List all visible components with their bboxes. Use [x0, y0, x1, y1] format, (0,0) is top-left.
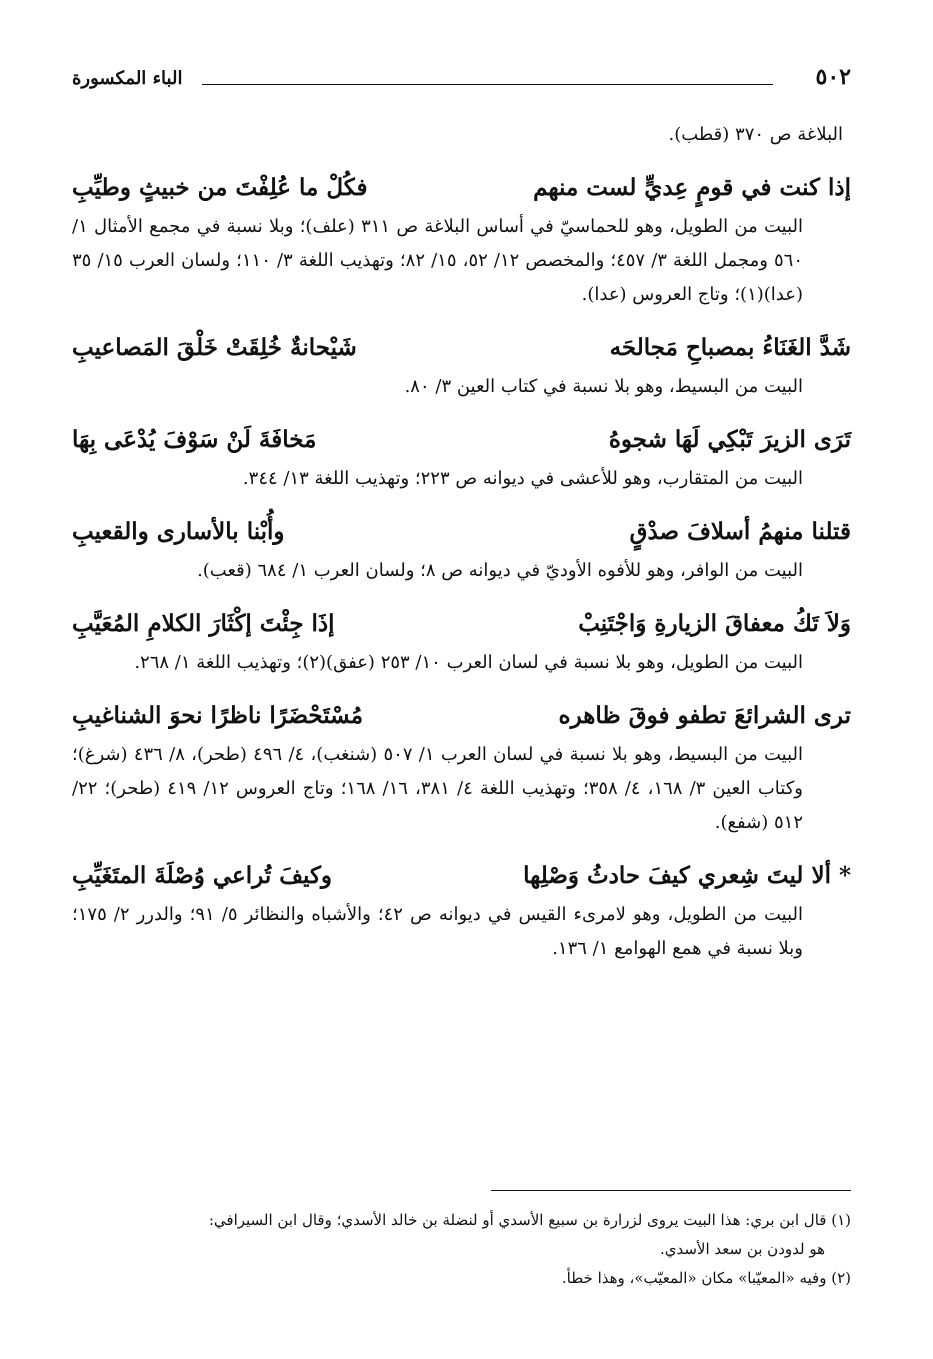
verse-line: [72, 604, 851, 644]
verse-commentary: البيت من البسيط، وهو بلا نسبة في لسان العرب ١/ ٥٠٧ (شنغب)، ٤/ ٤٩٦ (طحر)، ٨/ ٤٣٦ (شرغ)؛ وكتاب العين ٣/ ١٦٨، ٤/ ٣٥٨؛ وتهذيب اللغة ٤/ ٣٨١، ١٦/ ١٦٨؛ وتاج العروس ١٢/ ٤١٩ (طحر)؛ ٢٢/ ٥١٢ (شفع).: [72, 744, 804, 833]
footnote-2: (٢) وفيه «المعيّبا» مكان «المعيّب»، وهذا خطأ.: [561, 1269, 851, 1287]
verse-entry: [72, 512, 851, 588]
verse-first-hemistich: وَلاَ تَكُ معفاقَ الزيارةِ وَاجْتَنِبْ: [578, 610, 851, 637]
verse-second-hemistich: مَخافَةَ لَنْ سَوْفَ يُدْعَى بِهَا: [72, 426, 317, 453]
verse-line: [72, 512, 851, 552]
verse-commentary: البيت من الطويل، وهو بلا نسبة في لسان العرب ١٠/ ٢٥٣ (عفق)(٢)؛ وتهذيب اللغة ١/ ٢٦٨.: [134, 652, 803, 673]
verse-entry: [72, 420, 851, 496]
verse-commentary: البيت من المتقارب، وهو للأعشى في ديوانه ص ٢٢٣؛ وتهذيب اللغة ١٣/ ٣٤٤.: [242, 468, 803, 489]
verse-line: [72, 420, 851, 460]
verse-second-hemistich: إذَا جِئْتَ إكْثَارَ الكلامِ المُعَيَّبِ: [72, 610, 335, 637]
verse-commentary: البيت من الطويل، وهو لامرىء القيس في ديوانه ص ٤٢؛ والأشباه والنظائر ٥/ ٩١؛ والدرر ٢/ ١٧٥؛ وبلا نسبة في همع الهوامع ١/ ١٣٦.: [72, 904, 803, 959]
footnote-1-continuation: هو لدودن بن سعد الأسدي.: [659, 1240, 825, 1258]
verse-entry: [72, 604, 851, 680]
verse-first-hemistich: شَدَّ الغَنَاءُ بمصباحِ مَجالحَه: [609, 334, 851, 361]
footnotes: [72, 1206, 851, 1293]
verse-second-hemistich: وأُبْنا بالأسارى والقعيبِ: [72, 518, 285, 545]
verse-second-hemistich: وكيفَ تُراعي وُصْلَةَ المتَغَيِّبِ: [72, 862, 333, 889]
verse-first-hemistich: تَرَى الزيرَ تَبْكِي لَهَا شجوهُ: [608, 426, 851, 453]
verse-second-hemistich: فكُلْ ما عُلِفْتَ من خبيثٍ وطيِّبِ: [72, 174, 368, 201]
footnote-separator: [491, 1190, 851, 1191]
intro-line: البلاغة ص ٣٧٠ (قطب).: [668, 124, 843, 145]
running-header: [72, 60, 851, 100]
verse-line: [72, 168, 851, 208]
verse-first-hemistich: قتلنا منهمُ أسلافَ صدْقٍ: [629, 518, 851, 545]
verse-entry: [72, 696, 851, 840]
verse-entry: [72, 856, 851, 966]
verse-entry: [72, 328, 851, 404]
verse-commentary: البيت من الوافر، وهو للأفوه الأوديّ في ديوانه ص ٨؛ ولسان العرب ١/ ٦٨٤ (قعب).: [197, 560, 803, 581]
verse-first-hemistich: ترى الشرائعَ تطفو فوقَ ظاهره: [558, 702, 851, 729]
footnote-1: (١) قال ابن بري: هذا البيت يروى لزرارة بن سبيع الأسدي أو لنضلة بن خالد الأسدي؛ وقال ابن السيرافي:: [208, 1211, 851, 1229]
verse-second-hemistich: مُسْتَحْضَرًا ناظرًا نحوَ الشناغيبِ: [72, 702, 364, 729]
verse-first-hemistich: * ألا ليتَ شِعري كيفَ حادثُ وَصْلِها: [523, 862, 851, 889]
page-body: [72, 118, 851, 966]
verse-line: [72, 696, 851, 736]
verse-entry: [72, 168, 851, 312]
verse-line: [72, 328, 851, 368]
verse-line: [72, 856, 851, 896]
verse-commentary: البيت من البسيط، وهو بلا نسبة في كتاب العين ٣/ ٨٠.: [404, 376, 803, 397]
verse-commentary: البيت من الطويل، وهو للحماسيّ في أساس البلاغة ص ٣١١ (علف)؛ وبلا نسبة في مجمع الأمثال ١/ ٥٦٠ ومجمل اللغة ٣/ ٤٥٧؛ والمخصص ١٢/ ٥٢، ١٥/ ٨٢؛ وتهذيب اللغة ٣/ ١١٠؛ ولسان العرب ١٥/ ٣٥ (عدا)(١)؛ وتاج العروس (عدا).: [72, 216, 804, 305]
chapter-title: الباء المكسورة: [72, 68, 183, 89]
page-number: ٥٠٢: [815, 64, 851, 90]
verse-second-hemistich: شَيْحانةٌ خُلِقَتْ خَلْقَ المَصاعيبِ: [72, 334, 357, 361]
verse-first-hemistich: إذا كنت في قومٍ عِديٍّ لست منهم: [533, 174, 851, 201]
header-rule: [202, 84, 773, 85]
